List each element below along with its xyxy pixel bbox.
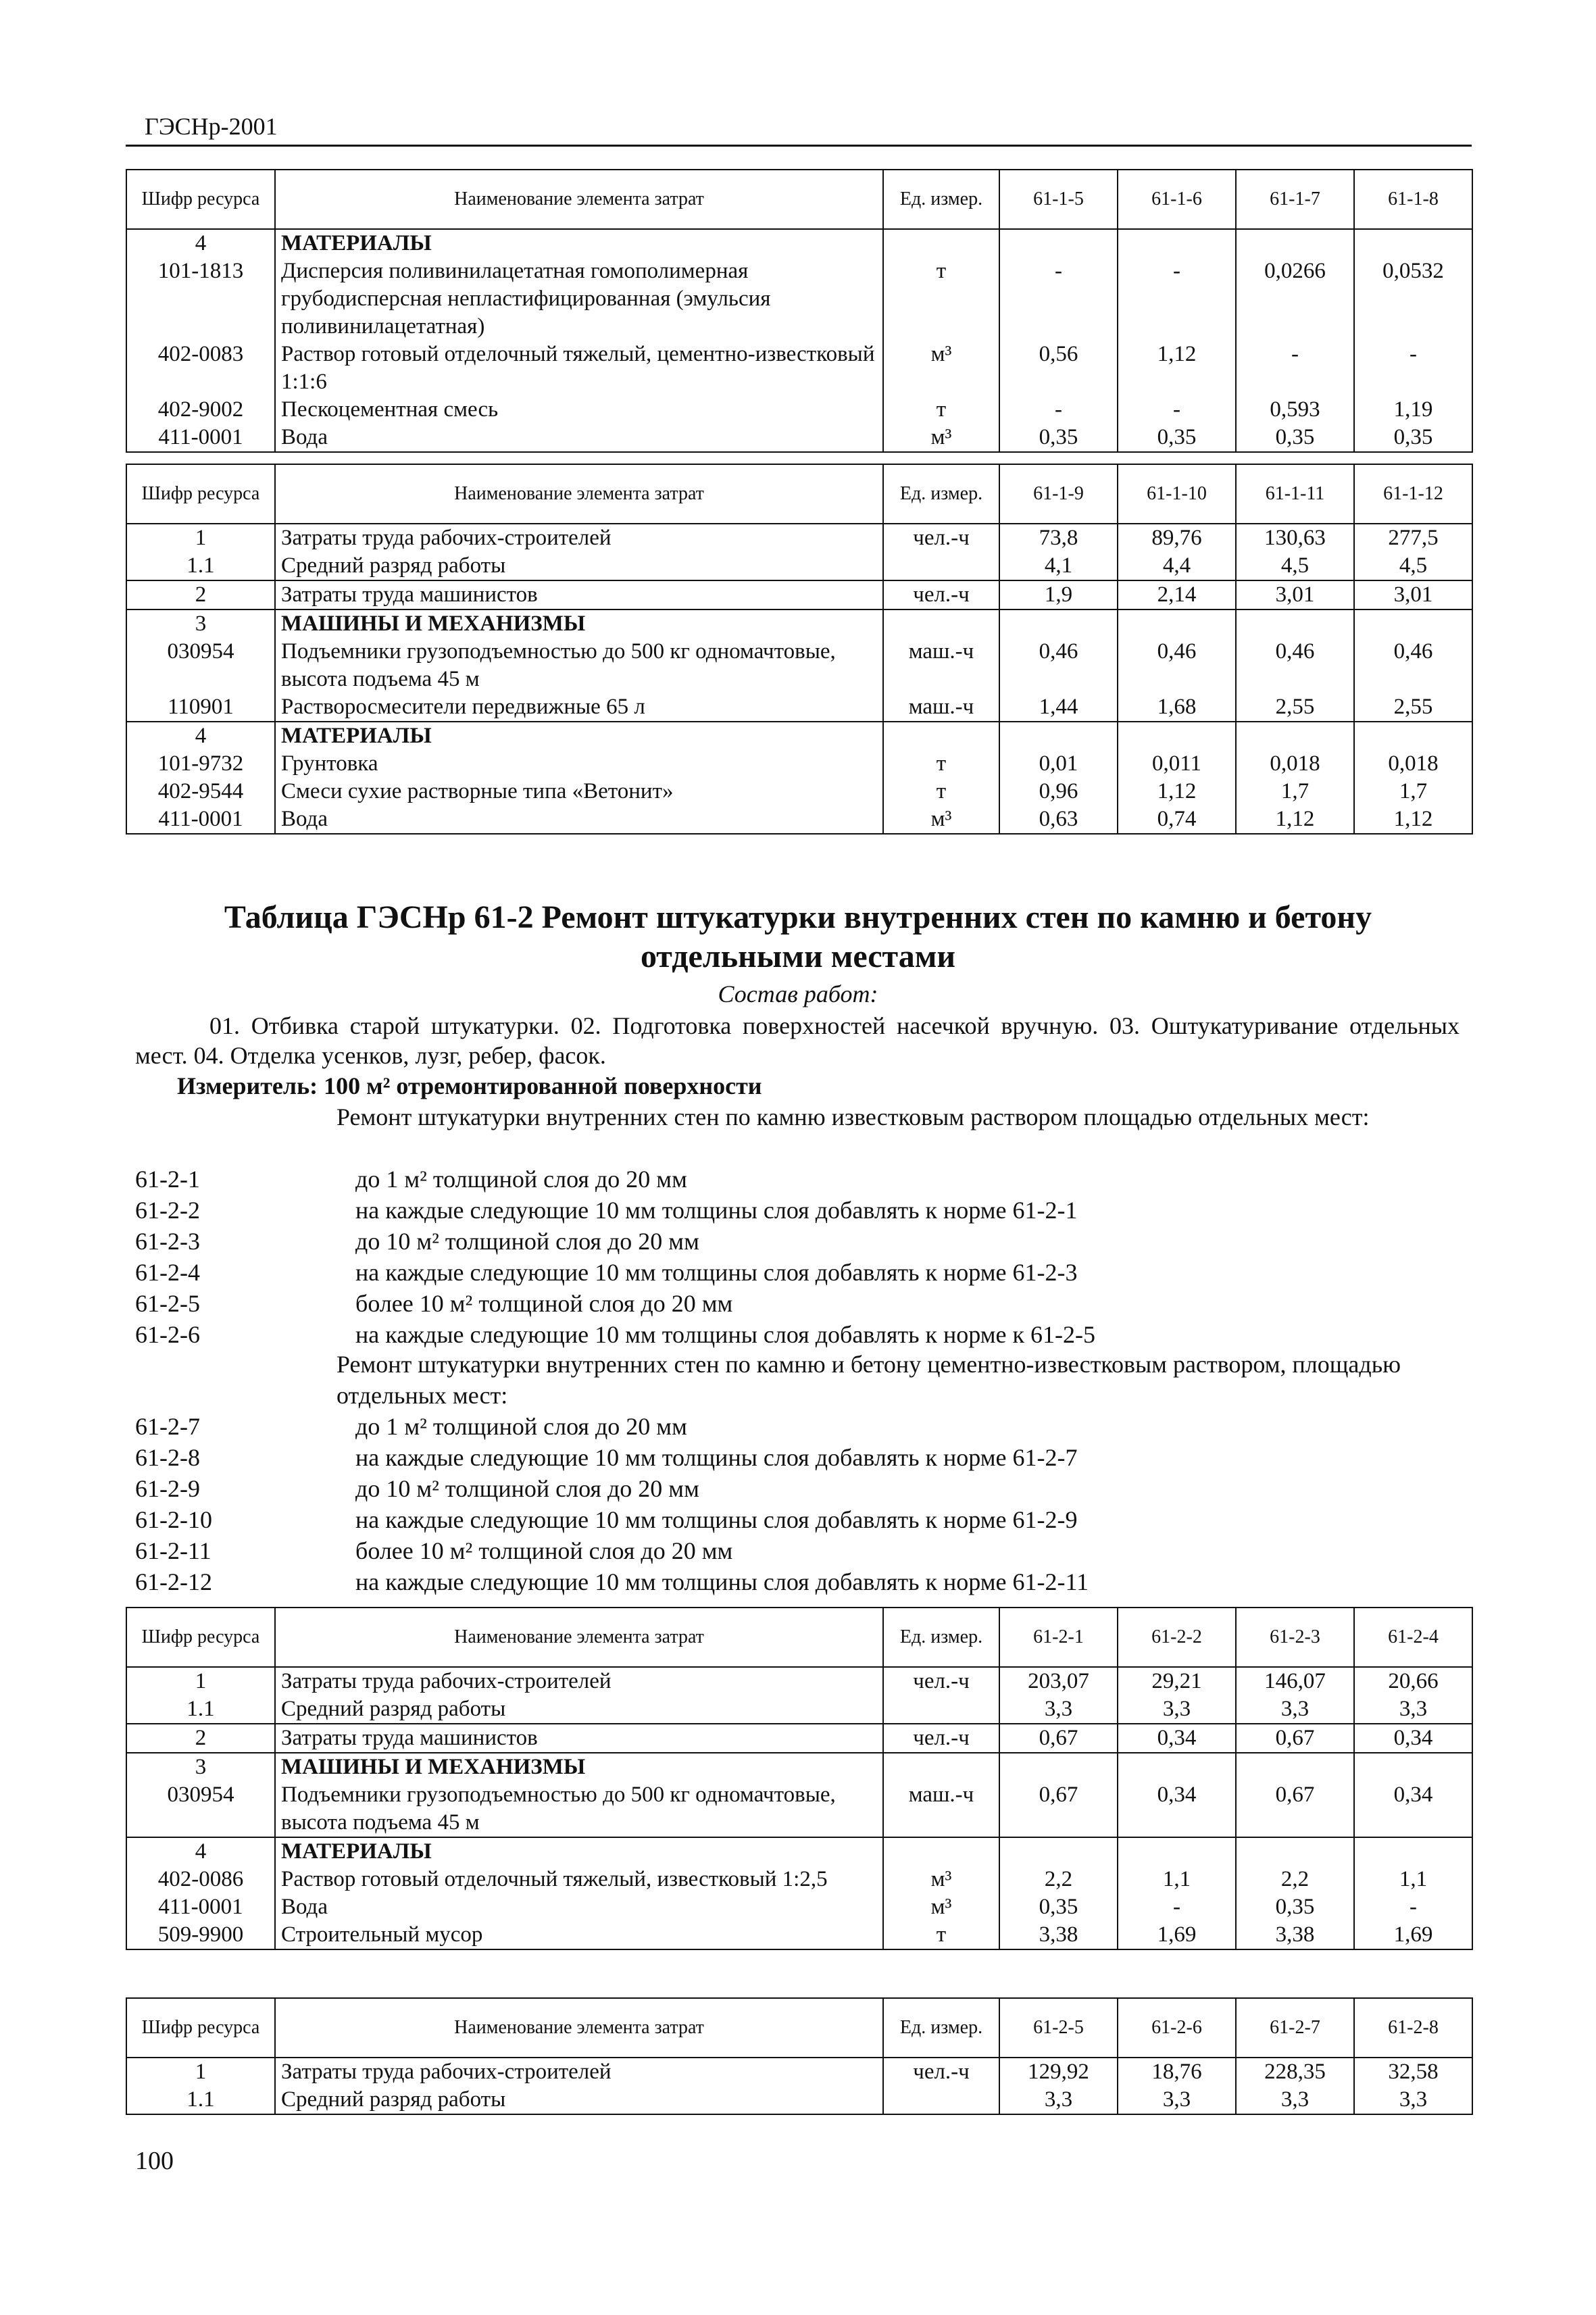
norm-description: на каждые следующие 10 мм толщины слоя добавлять к норме 61-2-11 [355,1568,1089,1595]
norm-value [999,722,1118,750]
resource-code: 101-1813 [126,257,275,341]
header-name: Наименование элемента затрат [275,1608,883,1667]
cost-element-name: Затраты труда машинистов [275,580,883,609]
norm-value: 1,12 [1236,805,1354,834]
resource-code: 4 [126,229,275,257]
norm-code: 61-2-10 [135,1506,212,1533]
table-row [126,396,1472,424]
norm-value: 2,14 [1118,580,1236,609]
resource-code: 101-9732 [126,750,275,778]
resource-table-2 [126,464,1473,835]
norm-item [135,1442,1460,1473]
resource-code: 2 [126,1724,275,1753]
norm-value: - [1236,341,1354,396]
norm-value: 0,35 [1354,424,1472,452]
norm-value [1354,722,1472,750]
norm-value [1236,1753,1354,1781]
norm-value: 0,46 [999,638,1118,693]
norm-item [135,1411,1460,1442]
norm-value: 4,5 [1236,552,1354,580]
norm-value: 0,35 [1236,1893,1354,1921]
norm-description: до 10 м² толщиной слоя до 20 мм [355,1475,699,1502]
norm-item [135,1257,1460,1288]
unit-of-measure [883,229,999,257]
norm-value: 277,5 [1354,524,1472,552]
header-norm-code: 61-2-4 [1354,1608,1472,1667]
table-row [126,2086,1472,2114]
norm-value [999,1753,1118,1781]
norm-value: 0,34 [1354,1724,1472,1753]
header-name: Наименование элемента затрат [275,464,883,524]
norm-value: 0,34 [1354,1781,1472,1837]
table-row [126,1667,1472,1695]
unit-of-measure [883,609,999,638]
norm-value: 3,38 [1236,1921,1354,1949]
norm-value [1236,609,1354,638]
norm-value: 32,58 [1354,2058,1472,2086]
table-row [126,424,1472,452]
norm-value: 4,1 [999,552,1118,580]
norm-value: 1,7 [1236,778,1354,805]
norm-item [135,1226,1460,1257]
norm-value: 0,46 [1354,638,1472,693]
resource-code: 509-9900 [126,1921,275,1949]
header-code: Шифр ресурса [126,170,275,229]
norm-value: 0,67 [1236,1724,1354,1753]
table-row [126,638,1472,693]
norm-code: 61-2-6 [135,1321,200,1348]
table-row [126,1724,1472,1753]
cost-element-name: Средний разряд работы [275,552,883,580]
norm-value: 1,69 [1118,1921,1236,1949]
norm-value: 0,018 [1354,750,1472,778]
resource-code: 411-0001 [126,424,275,452]
composition-label: Состав работ: [718,980,878,1007]
resource-code: 402-0083 [126,341,275,396]
norm-value: 18,76 [1118,2058,1236,2086]
norm-code: 61-2-5 [135,1290,200,1317]
norm-value: 0,67 [999,1724,1118,1753]
norm-value: 4,5 [1354,552,1472,580]
header-norm-code: 61-1-7 [1236,170,1354,229]
unit-of-measure [883,2086,999,2114]
resource-code: 1 [126,524,275,552]
table-row [126,2058,1472,2086]
norm-value: 1,7 [1354,778,1472,805]
unit-of-measure: м³ [883,341,999,396]
table-header-row [126,464,1472,524]
norm-value [1236,722,1354,750]
resource-code: 030954 [126,638,275,693]
header-norm-code: 61-2-7 [1236,1998,1354,2058]
unit-of-measure [883,552,999,580]
norm-description: до 1 м² толщиной слоя до 20 мм [355,1166,687,1193]
header-unit: Ед. измер. [883,1608,999,1667]
norm-value: 146,07 [1236,1667,1354,1695]
norm-code: 61-2-11 [135,1537,211,1564]
norm-value: 1,12 [1354,805,1472,834]
norm-value: 0,35 [999,1893,1118,1921]
cost-element-name: Затраты труда машинистов [275,1724,883,1753]
norm-item [135,1195,1460,1226]
cost-element-name: Строительный мусор [275,1921,883,1949]
cost-element-name: МАТЕРИАЛЫ [275,1837,883,1866]
cost-element-name: Средний разряд работы [275,2086,883,2114]
cost-element-name: Затраты труда рабочих-строителей [275,2058,883,2086]
norm-value: 3,01 [1354,580,1472,609]
running-header: ГЭСНр-2001 [145,113,278,140]
norm-value: 0,67 [999,1781,1118,1837]
unit-of-measure [883,1753,999,1781]
table-header-row [126,1998,1472,2058]
header-norm-code: 61-2-1 [999,1608,1118,1667]
table-row [126,229,1472,257]
norm-value: 1,12 [1118,341,1236,396]
resource-code: 1.1 [126,2086,275,2114]
header-name: Наименование элемента затрат [275,1998,883,2058]
resource-code: 411-0001 [126,1893,275,1921]
unit-of-measure: маш.-ч [883,638,999,693]
norm-item [135,1535,1460,1566]
norm-value [1118,609,1236,638]
norm-value: 3,3 [999,2086,1118,2114]
header-code: Шифр ресурса [126,464,275,524]
norm-value [1236,1837,1354,1866]
table-row [126,1866,1472,1893]
norm-value: 2,2 [999,1866,1118,1893]
table-row [126,1921,1472,1949]
resource-code: 1.1 [126,552,275,580]
unit-of-measure: т [883,396,999,424]
table-row [126,722,1472,750]
norm-item [135,1566,1460,1597]
norm-item [135,1473,1460,1504]
header-norm-code: 61-1-5 [999,170,1118,229]
cost-element-name: Подъемники грузоподъемностью до 500 кг одномачтовые, высота подъема 45 м [275,1781,883,1837]
norm-value [1118,1837,1236,1866]
table-row [126,552,1472,580]
norm-value: 3,38 [999,1921,1118,1949]
norm-value: 0,018 [1236,750,1354,778]
header-norm-code: 61-1-6 [1118,170,1236,229]
norm-value: 0,74 [1118,805,1236,834]
resource-code: 4 [126,722,275,750]
header-norm-code: 61-2-3 [1236,1608,1354,1667]
table-row [126,341,1472,396]
resource-table-4 [126,1997,1473,2115]
unit-of-measure: чел.-ч [883,524,999,552]
cost-element-name: Пескоцементная смесь [275,396,883,424]
cost-element-name: МАШИНЫ И МЕХАНИЗМЫ [275,609,883,638]
table-header-row [126,1608,1472,1667]
cost-element-name: Вода [275,805,883,834]
unit-of-measure: т [883,257,999,341]
cost-element-name: Раствор готовый отделочный тяжелый, известковый 1:2,5 [275,1866,883,1893]
norm-item [135,1319,1460,1350]
resource-code: 4 [126,1837,275,1866]
norm-value: 4,4 [1118,552,1236,580]
norm-value: 0,0266 [1236,257,1354,341]
section-title-line1: Таблица ГЭСНр 61-2 Ремонт штукатурки внутренних стен по камню и бетону [224,899,1372,935]
cost-element-name: МАШИНЫ И МЕХАНИЗМЫ [275,1753,883,1781]
norm-code: 61-2-3 [135,1228,200,1255]
unit-of-measure [883,1837,999,1866]
table-row [126,609,1472,638]
norm-value: 1,68 [1118,693,1236,722]
norm-code: 61-2-8 [135,1444,200,1471]
norm-value: 0,35 [999,424,1118,452]
header-norm-code: 61-1-10 [1118,464,1236,524]
unit-of-measure [883,722,999,750]
norm-code: 61-2-7 [135,1413,200,1440]
table-row [126,1695,1472,1724]
norm-value: 0,0532 [1354,257,1472,341]
norm-value: 130,63 [1236,524,1354,552]
header-code: Шифр ресурса [126,1608,275,1667]
cost-element-name: МАТЕРИАЛЫ [275,229,883,257]
norm-value: 0,67 [1236,1781,1354,1837]
unit-of-measure: маш.-ч [883,693,999,722]
norm-group-intro-2: Ремонт штукатурки внутренних стен по камню и бетону цементно-известковым раствором, площадью отдельных мест: [336,1351,1401,1409]
cost-element-name: Смеси сухие растворные типа «Ветонит» [275,778,883,805]
norm-value: - [1118,257,1236,341]
norm-description: более 10 м² толщиной слоя до 20 мм [355,1290,733,1317]
cost-element-name: Дисперсия поливинилацетатная гомополимерная грубодисперсная непластифицированная (эмульсия поливинилацетатная) [275,257,883,341]
header-norm-code: 61-2-8 [1354,1998,1472,2058]
norm-code: 61-2-12 [135,1568,212,1595]
unit-of-measure: м³ [883,805,999,834]
norm-value: 0,46 [1118,638,1236,693]
resource-code: 3 [126,609,275,638]
unit-of-measure: т [883,1921,999,1949]
header-norm-code: 61-2-6 [1118,1998,1236,2058]
norm-code: 61-2-9 [135,1475,200,1502]
norm-value: 2,55 [1236,693,1354,722]
header-unit: Ед. измер. [883,170,999,229]
norm-value: 203,07 [999,1667,1118,1695]
table-row [126,1893,1472,1921]
norm-value: 3,3 [1118,2086,1236,2114]
header-code: Шифр ресурса [126,1998,275,2058]
norm-value: 0,35 [1118,424,1236,452]
norm-value: 1,19 [1354,396,1472,424]
norm-value: 2,2 [1236,1866,1354,1893]
unit-of-measure: т [883,750,999,778]
norm-value: 3,3 [1118,1695,1236,1724]
norm-value: 20,66 [1354,1667,1472,1695]
norm-value: 0,34 [1118,1781,1236,1837]
norm-value: 1,1 [1354,1866,1472,1893]
norm-group-intro-1: Ремонт штукатурки внутренних стен по камню известковым раствором площадью отдельных мест: [336,1103,1370,1130]
unit-of-measure: т [883,778,999,805]
unit-of-measure: чел.-ч [883,1667,999,1695]
norm-value: - [1118,396,1236,424]
unit-of-measure [883,1695,999,1724]
norm-value: 1,9 [999,580,1118,609]
cost-element-name: Затраты труда рабочих-строителей [275,1667,883,1695]
norm-value: 89,76 [1118,524,1236,552]
page-number: 100 [135,2147,174,2175]
norm-value [1354,1837,1472,1866]
norm-description: до 10 м² толщиной слоя до 20 мм [355,1228,699,1255]
norm-value: 0,593 [1236,396,1354,424]
norm-value: 0,63 [999,805,1118,834]
norm-item [135,1504,1460,1535]
norm-value: 1,44 [999,693,1118,722]
norm-value: 3,3 [1354,1695,1472,1724]
norm-description: на каждые следующие 10 мм толщины слоя добавлять к норме 61-2-7 [355,1444,1078,1471]
norm-value: 0,56 [999,341,1118,396]
table-row [126,580,1472,609]
header-unit: Ед. измер. [883,1998,999,2058]
norm-value: 3,01 [1236,580,1354,609]
norm-code: 61-2-4 [135,1259,200,1286]
measure-unit: Измеритель: 100 м² отремонтированной поверхности [177,1072,762,1099]
norm-value [1354,609,1472,638]
norm-value: - [1354,341,1472,396]
unit-of-measure: м³ [883,424,999,452]
header-rule [126,145,1472,147]
cost-element-name: Раствор готовый отделочный тяжелый, цементно-известковый 1:1:6 [275,341,883,396]
norm-value: 129,92 [999,2058,1118,2086]
resource-table-1 [126,169,1473,453]
cost-element-name: Грунтовка [275,750,883,778]
unit-of-measure: чел.-ч [883,2058,999,2086]
unit-of-measure: маш.-ч [883,1781,999,1837]
header-norm-code: 61-1-11 [1236,464,1354,524]
norm-value: 228,35 [1236,2058,1354,2086]
cost-element-name: Затраты труда рабочих-строителей [275,524,883,552]
unit-of-measure: м³ [883,1893,999,1921]
table-row [126,524,1472,552]
norm-value: 0,01 [999,750,1118,778]
norm-value [999,1837,1118,1866]
norm-value [999,609,1118,638]
norm-value: 0,35 [1236,424,1354,452]
table-header-row [126,170,1472,229]
resource-code: 1 [126,1667,275,1695]
cost-element-name: Средний разряд работы [275,1695,883,1724]
unit-of-measure: чел.-ч [883,1724,999,1753]
composition-text: 01. Отбивка старой штукатурки. 02. Подготовка поверхностей насечкой вручную. 03. Оштукатуривание отдельных мест. 04. Отделка усенков, лузг, ребер, фасок. [135,1012,1460,1069]
norm-value: 3,3 [1236,1695,1354,1724]
resource-code: 402-0086 [126,1866,275,1893]
table-row [126,1753,1472,1781]
norm-value: 1,12 [1118,778,1236,805]
norm-item [135,1164,1460,1195]
norm-value [1118,229,1236,257]
table-row [126,693,1472,722]
norm-value [1118,1753,1236,1781]
cost-element-name: Растворосмесители передвижные 65 л [275,693,883,722]
norm-value: - [1354,1893,1472,1921]
norm-description: до 1 м² толщиной слоя до 20 мм [355,1413,687,1440]
unit-of-measure: чел.-ч [883,580,999,609]
resource-code: 402-9544 [126,778,275,805]
norm-description: на каждые следующие 10 мм толщины слоя добавлять к норме 61-2-1 [355,1197,1078,1224]
norm-value: 0,96 [999,778,1118,805]
resource-table-3 [126,1607,1473,1950]
unit-of-measure: м³ [883,1866,999,1893]
header-norm-code: 61-1-9 [999,464,1118,524]
norm-value: - [1118,1893,1236,1921]
table-row [126,750,1472,778]
norm-value [1354,1753,1472,1781]
norm-value: 3,3 [1236,2086,1354,2114]
norm-value: 3,3 [1354,2086,1472,2114]
cost-element-name: Вода [275,1893,883,1921]
norm-value: - [999,257,1118,341]
cost-element-name: Подъемники грузоподъемностью до 500 кг одномачтовые, высота подъема 45 м [275,638,883,693]
norm-description: на каждые следующие 10 мм толщины слоя добавлять к норме 61-2-9 [355,1506,1078,1533]
cost-element-name: МАТЕРИАЛЫ [275,722,883,750]
norm-item [135,1288,1460,1319]
norm-code: 61-2-1 [135,1166,200,1193]
table-row [126,1837,1472,1866]
table-row [126,257,1472,341]
cost-element-name: Вода [275,424,883,452]
norm-value: 1,1 [1118,1866,1236,1893]
resource-code: 402-9002 [126,396,275,424]
norm-value [1236,229,1354,257]
header-name: Наименование элемента затрат [275,170,883,229]
norm-value: 0,34 [1118,1724,1236,1753]
norm-value: 2,55 [1354,693,1472,722]
norm-value [1118,722,1236,750]
table-row [126,805,1472,834]
resource-code: 1 [126,2058,275,2086]
header-unit: Ед. измер. [883,464,999,524]
norm-value: 73,8 [999,524,1118,552]
norm-code: 61-2-2 [135,1197,200,1224]
table-row [126,1781,1472,1837]
norm-value: 3,3 [999,1695,1118,1724]
header-norm-code: 61-1-8 [1354,170,1472,229]
table-row [126,778,1472,805]
norm-description: на каждые следующие 10 мм толщины слоя добавлять к норме к 61-2-5 [355,1321,1095,1348]
norm-description: более 10 м² толщиной слоя до 20 мм [355,1537,733,1564]
norm-value: - [999,396,1118,424]
resource-code: 110901 [126,693,275,722]
norm-value [1354,229,1472,257]
norm-description: на каждые следующие 10 мм толщины слоя добавлять к норме 61-2-3 [355,1259,1078,1286]
resource-code: 030954 [126,1781,275,1837]
resource-code: 411-0001 [126,805,275,834]
norm-value: 0,46 [1236,638,1354,693]
resource-code: 2 [126,580,275,609]
header-norm-code: 61-1-12 [1354,464,1472,524]
norm-value: 29,21 [1118,1667,1236,1695]
norm-value: 1,69 [1354,1921,1472,1949]
section-title-line2: отдельными местами [640,939,956,974]
norm-value: 0,011 [1118,750,1236,778]
header-norm-code: 61-2-2 [1118,1608,1236,1667]
resource-code: 1.1 [126,1695,275,1724]
norm-value [999,229,1118,257]
resource-code: 3 [126,1753,275,1781]
header-norm-code: 61-2-5 [999,1998,1118,2058]
